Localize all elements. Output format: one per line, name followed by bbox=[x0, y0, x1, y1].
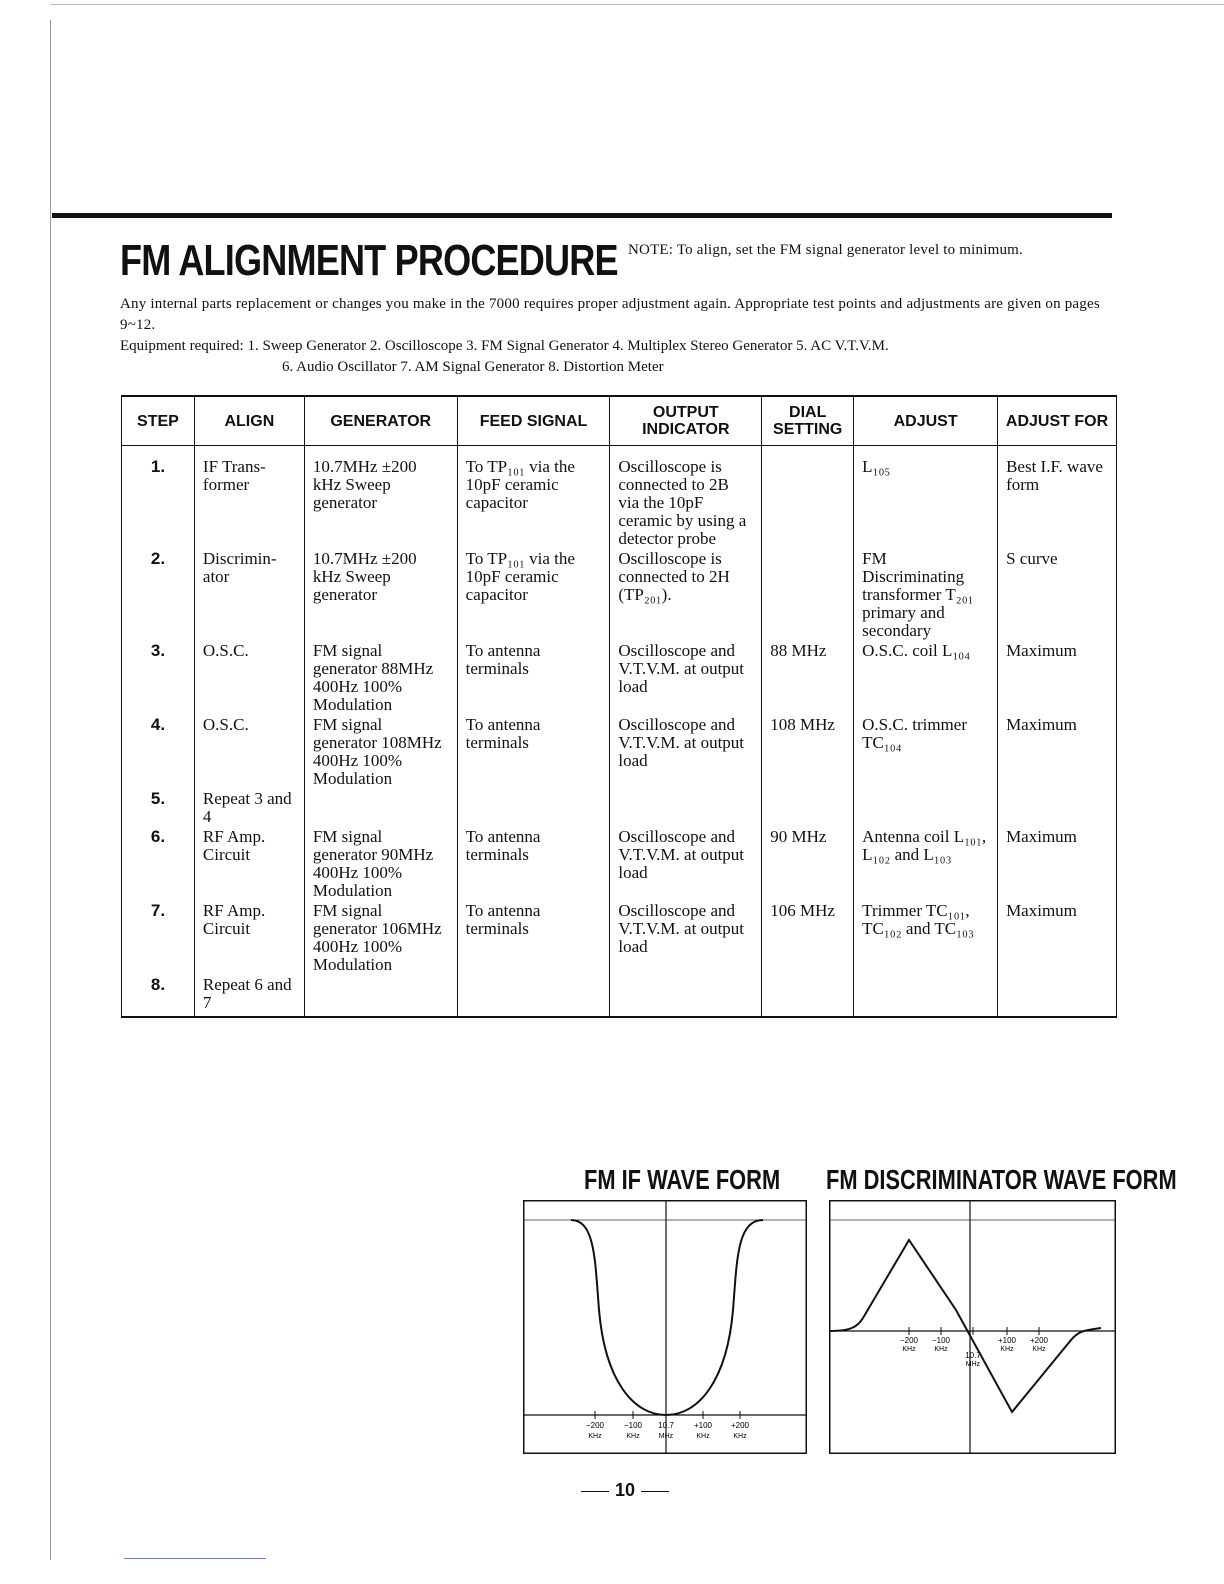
cell-align: Repeat 3 and 4 bbox=[194, 788, 304, 826]
cell-feed bbox=[457, 974, 610, 1017]
cell-adjust: O.S.C. coil L₁₀₄ bbox=[854, 640, 998, 714]
if-tick-value: +200 bbox=[730, 1421, 750, 1430]
cell-adjust-for bbox=[998, 974, 1117, 1017]
disc-tick-value: +100 bbox=[997, 1336, 1017, 1345]
header-generator: GENERATOR bbox=[304, 396, 457, 446]
cell-generator: FM signal generator 90MHz 400Hz 100% Modulation bbox=[304, 826, 457, 900]
cell-align: IF Trans- former bbox=[194, 446, 304, 549]
cell-generator: 10.7MHz ±200 kHz Sweep generator bbox=[304, 548, 457, 640]
alignment-note: NOTE: To align, set the FM signal generator level to minimum. bbox=[628, 242, 1023, 258]
cell-adjust-for: S curve bbox=[998, 548, 1117, 640]
discriminator-waveform-graph bbox=[829, 1200, 1116, 1454]
table-header-row bbox=[122, 396, 1117, 446]
table-row bbox=[122, 974, 1117, 1017]
disc-tick-unit: KHz bbox=[902, 1346, 916, 1353]
cell-output: Oscilloscope is connected to 2B via the 10pF ceramic by using a detector probe bbox=[610, 446, 762, 549]
equipment-line-1: Equipment required: 1. Sweep Generator 2. Oscilloscope 3. FM Signal Generator 4. Multiplex Stereo Generator 5. AC V.T.V.M. bbox=[120, 338, 889, 354]
cell-adjust: Trimmer TC₁₀₁, TC₁₀₂ and TC₁₀₃ bbox=[854, 900, 998, 974]
cell-step: 6. bbox=[122, 826, 195, 900]
cell-feed: To TP₁₀₁ via the 10pF ceramic capacitor bbox=[457, 548, 610, 640]
header-rule bbox=[52, 213, 1112, 218]
disc-tick-value: −100 bbox=[931, 1336, 951, 1345]
cell-adjust-for bbox=[998, 788, 1117, 826]
cell-generator: FM signal generator 108MHz 400Hz 100% Modulation bbox=[304, 714, 457, 788]
if-waveform-graph bbox=[523, 1200, 807, 1454]
table-row bbox=[122, 548, 1117, 640]
disc-tick-unit: MHz bbox=[965, 1361, 981, 1368]
cell-step: 7. bbox=[122, 900, 195, 974]
cell-align: Repeat 6 and 7 bbox=[194, 974, 304, 1017]
if-tick-unit: KHz bbox=[626, 1433, 640, 1440]
header-output-indicator: OUTPUT INDICATOR bbox=[610, 396, 762, 446]
cell-dial bbox=[762, 974, 854, 1017]
cell-adjust-for: Maximum bbox=[998, 900, 1117, 974]
table-row bbox=[122, 640, 1117, 714]
cell-step: 3. bbox=[122, 640, 195, 714]
cell-generator: FM signal generator 88MHz 400Hz 100% Modulation bbox=[304, 640, 457, 714]
page-top-edge bbox=[50, 4, 1224, 5]
cell-adjust: FM Discriminating transformer T₂₀₁ primary and secondary bbox=[854, 548, 998, 640]
cell-adjust-for: Best I.F. wave form bbox=[998, 446, 1117, 549]
if-tick-unit: KHz bbox=[696, 1433, 710, 1440]
table-row bbox=[122, 900, 1117, 974]
cell-step: 4. bbox=[122, 714, 195, 788]
cell-step: 8. bbox=[122, 974, 195, 1017]
page-number: 10 bbox=[572, 1480, 678, 1501]
cell-generator bbox=[304, 788, 457, 826]
cell-feed: To antenna terminals bbox=[457, 640, 610, 714]
table-row bbox=[122, 714, 1117, 788]
cell-feed: To antenna terminals bbox=[457, 714, 610, 788]
cell-output: Oscilloscope is connected to 2H (TP₂₀₁). bbox=[610, 548, 762, 640]
cell-step: 5. bbox=[122, 788, 195, 826]
cell-dial: 108 MHz bbox=[762, 714, 854, 788]
cell-adjust: O.S.C. trimmer TC₁₀₄ bbox=[854, 714, 998, 788]
cell-step: 1. bbox=[122, 446, 195, 549]
if-tick-value: +100 bbox=[693, 1421, 713, 1430]
cell-align: Discrimin- ator bbox=[194, 548, 304, 640]
cell-adjust: Antenna coil L₁₀₁, L₁₀₂ and L₁₀₃ bbox=[854, 826, 998, 900]
cell-dial bbox=[762, 788, 854, 826]
equipment-list bbox=[120, 336, 1120, 378]
if-tick-unit: KHz bbox=[588, 1433, 602, 1440]
disc-tick-unit: KHz bbox=[1000, 1346, 1014, 1353]
disc-tick-group bbox=[900, 1327, 1049, 1368]
disc-tick-unit: KHz bbox=[1032, 1346, 1046, 1353]
cell-output bbox=[610, 788, 762, 826]
table-row bbox=[122, 826, 1117, 900]
cell-dial: 106 MHz bbox=[762, 900, 854, 974]
cell-output: Oscilloscope and V.T.V.M. at output load bbox=[610, 826, 762, 900]
cell-dial bbox=[762, 446, 854, 549]
cell-output: Oscilloscope and V.T.V.M. at output load bbox=[610, 640, 762, 714]
cell-step: 2. bbox=[122, 548, 195, 640]
intro-text: Any internal parts replacement or changes you make in the 7000 requires proper adjustment again. Appropriate test points and adjustments are given on pages 9~12. bbox=[120, 296, 1100, 333]
disc-waveform-title: FM DISCRIMINATOR WAVE FORM bbox=[826, 1164, 1177, 1195]
cell-feed bbox=[457, 788, 610, 826]
cell-adjust: L₁₀₅ bbox=[854, 446, 998, 549]
cell-output: Oscilloscope and V.T.V.M. at output load bbox=[610, 900, 762, 974]
disc-tick-value: +200 bbox=[1029, 1336, 1049, 1345]
header-dial-setting: DIAL SETTING bbox=[762, 396, 854, 446]
cell-adjust bbox=[854, 974, 998, 1017]
header-align: ALIGN bbox=[194, 396, 304, 446]
s-curve bbox=[829, 1240, 1101, 1412]
cell-dial: 88 MHz bbox=[762, 640, 854, 714]
cell-align: RF Amp. Circuit bbox=[194, 900, 304, 974]
equipment-line-2: 6. Audio Oscillator 7. AM Signal Generator 8. Distortion Meter bbox=[282, 359, 664, 375]
cell-generator: 10.7MHz ±200 kHz Sweep generator bbox=[304, 446, 457, 549]
cell-output: Oscilloscope and V.T.V.M. at output load bbox=[610, 714, 762, 788]
header-feed-signal: FEED SIGNAL bbox=[457, 396, 610, 446]
cell-dial bbox=[762, 548, 854, 640]
disc-tick-value: −200 bbox=[899, 1336, 919, 1345]
header-adjust-for: ADJUST FOR bbox=[998, 396, 1117, 446]
table-body bbox=[122, 446, 1117, 1018]
if-tick-unit: KHz bbox=[733, 1433, 747, 1440]
cell-feed: To antenna terminals bbox=[457, 826, 610, 900]
page-title: FM ALIGNMENT PROCEDURE bbox=[120, 236, 618, 285]
intro-paragraph bbox=[120, 294, 1120, 336]
cell-adjust-for: Maximum bbox=[998, 640, 1117, 714]
if-tick-value: 10.7 bbox=[658, 1421, 674, 1430]
cell-dial: 90 MHz bbox=[762, 826, 854, 900]
cell-adjust-for: Maximum bbox=[998, 714, 1117, 788]
cell-align: O.S.C. bbox=[194, 714, 304, 788]
if-waveform-title: FM IF WAVE FORM bbox=[584, 1164, 781, 1195]
table-row bbox=[122, 788, 1117, 826]
disc-tick-unit: KHz bbox=[934, 1346, 948, 1353]
table-row bbox=[122, 446, 1117, 549]
cell-generator bbox=[304, 974, 457, 1017]
disc-tick-value: 10.7 bbox=[965, 1351, 981, 1360]
cell-adjust-for: Maximum bbox=[998, 826, 1117, 900]
footer-mark bbox=[124, 1558, 266, 1559]
if-response-curve bbox=[571, 1220, 763, 1415]
cell-feed: To TP₁₀₁ via the 10pF ceramic capacitor bbox=[457, 446, 610, 549]
header-step: STEP bbox=[122, 396, 195, 446]
cell-generator: FM signal generator 106MHz 400Hz 100% Modulation bbox=[304, 900, 457, 974]
cell-align: RF Amp. Circuit bbox=[194, 826, 304, 900]
if-tick-value: −100 bbox=[623, 1421, 643, 1430]
cell-output bbox=[610, 974, 762, 1017]
if-tick-unit: MHz bbox=[658, 1433, 674, 1440]
alignment-table bbox=[121, 395, 1117, 1018]
header-adjust: ADJUST bbox=[854, 396, 998, 446]
cell-adjust bbox=[854, 788, 998, 826]
cell-feed: To antenna terminals bbox=[457, 900, 610, 974]
cell-align: O.S.C. bbox=[194, 640, 304, 714]
if-tick-value: −200 bbox=[585, 1421, 605, 1430]
binding-edge bbox=[50, 20, 51, 1560]
